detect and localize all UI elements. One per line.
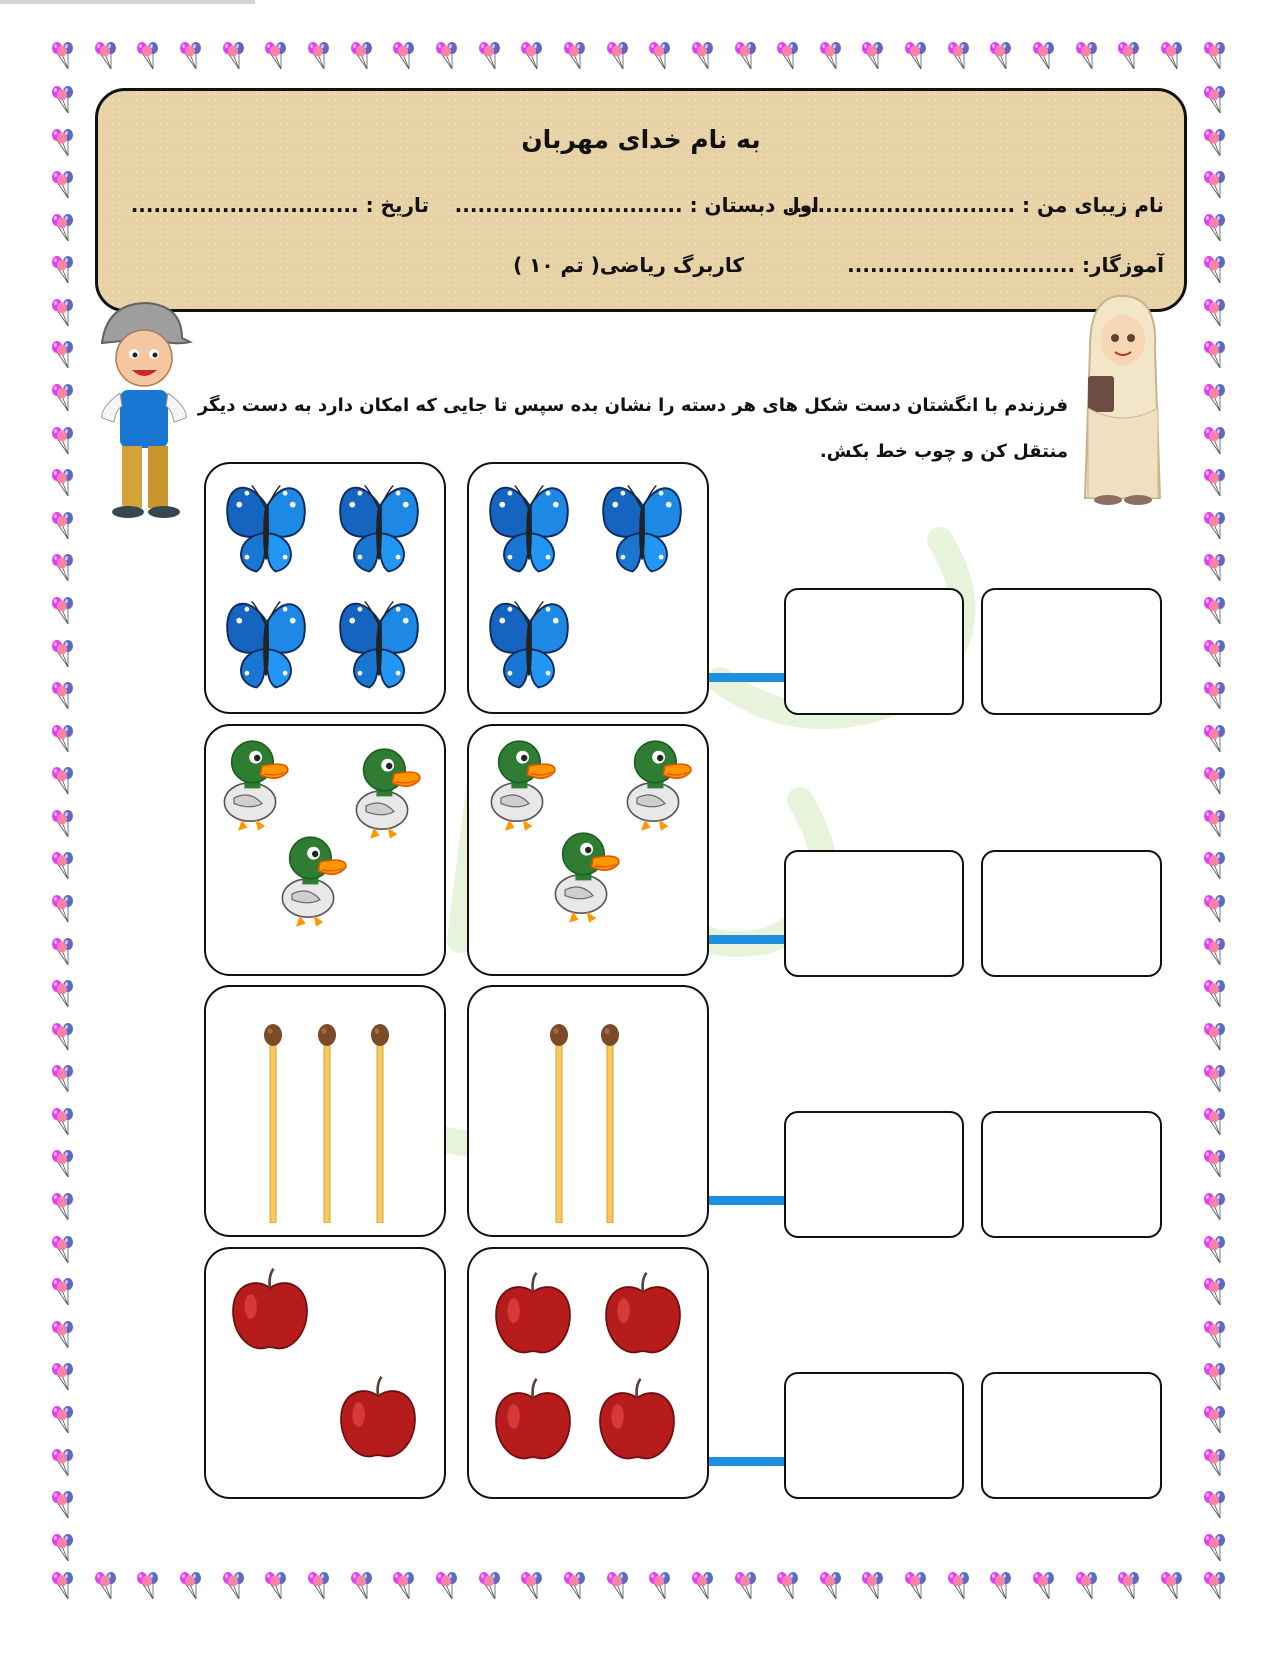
answer-box-row-4-a[interactable]	[784, 1372, 964, 1499]
answer-box-row-2-a[interactable]	[784, 850, 964, 977]
balloon-icon	[133, 1570, 163, 1600]
balloon-icon	[1200, 297, 1230, 327]
balloon-icon	[1200, 680, 1230, 710]
balloon-icon	[475, 40, 505, 70]
balloon-icon	[48, 978, 78, 1008]
balloon-icon	[688, 1570, 718, 1600]
answer-box-row-3-b[interactable]	[981, 1111, 1162, 1238]
apple-icon	[593, 1377, 681, 1465]
balloon-icon	[219, 1570, 249, 1600]
balloon-icon	[603, 40, 633, 70]
balloon-icon	[560, 40, 590, 70]
balloon-icon	[1200, 425, 1230, 455]
balloon-icon	[48, 254, 78, 284]
butterfly-icon	[331, 592, 427, 697]
balloon-icon	[560, 1570, 590, 1600]
connector-line	[709, 935, 796, 944]
row-3-right-card	[467, 985, 709, 1237]
matchstick-icon	[263, 1023, 283, 1223]
balloon-icon	[1029, 40, 1059, 70]
butterfly-icon	[594, 476, 690, 581]
balloon-icon	[1200, 510, 1230, 540]
balloon-icon	[645, 40, 675, 70]
balloon-icon	[1200, 467, 1230, 497]
balloon-icon	[1200, 978, 1230, 1008]
balloon-icon	[304, 40, 334, 70]
answer-box-row-2-b[interactable]	[981, 850, 1162, 977]
balloon-icon	[91, 40, 121, 70]
balloon-icon	[1157, 1570, 1187, 1600]
balloon-icon	[48, 1148, 78, 1178]
answer-box-row-3-a[interactable]	[784, 1111, 964, 1238]
balloon-icon	[219, 40, 249, 70]
name-field-label: نام زیبای من : ..............................	[787, 193, 1164, 217]
border-right	[1200, 84, 1230, 1562]
apple-icon	[599, 1271, 687, 1359]
balloon-icon	[48, 1021, 78, 1051]
balloon-icon	[1200, 1489, 1230, 1519]
row-1-right-card	[467, 462, 709, 714]
balloon-icon	[1200, 84, 1230, 114]
balloon-icon	[48, 595, 78, 625]
balloon-icon	[432, 40, 462, 70]
instruction-text: فرزندم با انگشتان دست شکل های هر دسته را نشان بده سپس تا جایی که امکان دارد به دست دیگر منتقل کن و چوب خط بکش.	[197, 395, 1068, 462]
balloon-icon	[517, 1570, 547, 1600]
balloon-icon	[48, 1276, 78, 1306]
balloon-icon	[901, 40, 931, 70]
balloon-icon	[48, 638, 78, 668]
balloon-icon	[1200, 1404, 1230, 1434]
balloon-icon	[48, 40, 78, 70]
row-2-left-card	[204, 724, 446, 976]
matchstick-icon	[549, 1023, 569, 1223]
balloon-icon	[48, 936, 78, 966]
balloon-icon	[475, 1570, 505, 1600]
balloon-icon	[986, 40, 1016, 70]
balloon-icon	[133, 40, 163, 70]
balloon-icon	[48, 1361, 78, 1391]
apple-icon	[334, 1375, 422, 1463]
balloon-icon	[858, 40, 888, 70]
apple-icon	[489, 1271, 577, 1359]
balloon-icon	[48, 1319, 78, 1349]
balloon-icon	[1200, 1447, 1230, 1477]
apple-icon	[489, 1377, 577, 1465]
connector-line	[709, 673, 791, 682]
balloon-icon	[48, 1570, 78, 1600]
row-2-right-card	[467, 724, 709, 976]
duck-icon	[617, 730, 697, 834]
balloon-icon	[48, 850, 78, 880]
balloon-icon	[176, 1570, 206, 1600]
balloon-icon	[1200, 1234, 1230, 1264]
balloon-icon	[48, 1191, 78, 1221]
balloon-icon	[1200, 254, 1230, 284]
balloon-icon	[1200, 1191, 1230, 1221]
balloon-icon	[48, 808, 78, 838]
balloon-icon	[1114, 40, 1144, 70]
grade-field-label: اول دبستان : ..............................	[454, 193, 819, 217]
girl-icon	[1070, 288, 1170, 506]
answer-box-row-1-b[interactable]	[981, 588, 1162, 715]
balloon-icon	[48, 893, 78, 923]
worksheet-header	[95, 88, 1187, 312]
balloon-icon	[1200, 1319, 1230, 1349]
duck-icon	[346, 738, 426, 842]
balloon-icon	[1200, 1063, 1230, 1093]
balloon-icon	[1072, 1570, 1102, 1600]
balloon-icon	[48, 212, 78, 242]
balloon-icon	[48, 1404, 78, 1434]
balloon-icon	[1200, 1532, 1230, 1562]
duck-icon	[481, 730, 561, 834]
balloon-icon	[858, 1570, 888, 1600]
duck-icon	[545, 822, 625, 926]
balloon-icon	[261, 40, 291, 70]
balloon-icon	[176, 40, 206, 70]
balloon-icon	[1200, 339, 1230, 369]
butterfly-icon	[481, 476, 577, 581]
butterfly-icon	[218, 592, 314, 697]
butterfly-icon	[481, 592, 577, 697]
balloon-icon	[304, 1570, 334, 1600]
balloon-icon	[48, 127, 78, 157]
balloon-icon	[816, 40, 846, 70]
duck-icon	[272, 826, 352, 930]
butterfly-icon	[218, 476, 314, 581]
balloon-icon	[48, 1063, 78, 1093]
balloon-icon	[1200, 765, 1230, 795]
balloon-icon	[389, 1570, 419, 1600]
matchstick-icon	[370, 1023, 390, 1223]
balloon-icon	[731, 40, 761, 70]
boy-icon	[92, 298, 197, 523]
row-1-left-card	[204, 462, 446, 714]
balloon-icon	[1200, 40, 1230, 70]
balloon-icon	[389, 40, 419, 70]
border-bottom	[48, 1570, 1230, 1600]
balloon-icon	[48, 1489, 78, 1519]
row-4-left-card	[204, 1247, 446, 1499]
balloon-icon	[1200, 1570, 1230, 1600]
balloon-icon	[816, 1570, 846, 1600]
balloon-icon	[48, 723, 78, 753]
matchstick-icon	[317, 1023, 337, 1223]
connector-line	[709, 1196, 796, 1205]
border-top	[48, 40, 1230, 70]
balloon-icon	[1200, 1276, 1230, 1306]
balloon-icon	[1114, 1570, 1144, 1600]
balloon-icon	[1200, 212, 1230, 242]
balloon-icon	[1200, 595, 1230, 625]
worksheet-title: کاربرگ ریاضی( تم ۱۰ )	[513, 253, 744, 277]
balloon-icon	[1200, 1021, 1230, 1051]
balloon-icon	[1200, 552, 1230, 582]
balloon-icon	[1200, 850, 1230, 880]
balloon-icon	[48, 1447, 78, 1477]
balloon-icon	[1200, 893, 1230, 923]
matchstick-icon	[600, 1023, 620, 1223]
balloon-icon	[1157, 40, 1187, 70]
scroll-indicator	[0, 0, 255, 4]
balloon-icon	[48, 169, 78, 199]
balloon-icon	[48, 297, 78, 327]
balloon-icon	[1200, 1361, 1230, 1391]
teacher-field-label: آموزگار: ..............................	[847, 253, 1164, 277]
balloon-icon	[688, 40, 718, 70]
balloon-icon	[1200, 169, 1230, 199]
balloon-icon	[1200, 638, 1230, 668]
balloon-icon	[48, 510, 78, 540]
balloon-icon	[1200, 127, 1230, 157]
balloon-icon	[261, 1570, 291, 1600]
date-field-label: تاریخ : ..............................	[130, 193, 429, 217]
balloon-icon	[773, 1570, 803, 1600]
duck-icon	[214, 730, 294, 834]
balloon-icon	[48, 84, 78, 114]
balloon-icon	[901, 1570, 931, 1600]
butterfly-icon	[331, 476, 427, 581]
balloon-icon	[48, 339, 78, 369]
answer-box-row-4-b[interactable]	[981, 1372, 1162, 1499]
answer-box-row-1-a[interactable]	[784, 588, 964, 715]
balloon-icon	[773, 40, 803, 70]
balloon-icon	[48, 680, 78, 710]
balloon-icon	[48, 1532, 78, 1562]
balloon-icon	[517, 40, 547, 70]
balloon-icon	[1200, 382, 1230, 412]
balloon-icon	[1200, 1148, 1230, 1178]
balloon-icon	[48, 1106, 78, 1136]
balloon-icon	[986, 1570, 1016, 1600]
balloon-icon	[48, 1234, 78, 1264]
balloon-icon	[731, 1570, 761, 1600]
balloon-icon	[347, 1570, 377, 1600]
row-3-left-card	[204, 985, 446, 1237]
balloon-icon	[48, 552, 78, 582]
balloon-icon	[1029, 1570, 1059, 1600]
balloon-icon	[645, 1570, 675, 1600]
balloon-icon	[1200, 1106, 1230, 1136]
balloon-icon	[944, 1570, 974, 1600]
balloon-icon	[48, 425, 78, 455]
balloon-icon	[48, 765, 78, 795]
balloon-icon	[1200, 808, 1230, 838]
page-title: به نام خدای مهربان	[521, 125, 761, 154]
balloon-icon	[1200, 723, 1230, 753]
balloon-icon	[48, 467, 78, 497]
balloon-icon	[1072, 40, 1102, 70]
balloon-icon	[944, 40, 974, 70]
connector-line	[709, 1457, 791, 1466]
balloon-icon	[347, 40, 377, 70]
apple-icon	[226, 1267, 314, 1355]
row-4-right-card	[467, 1247, 709, 1499]
balloon-icon	[603, 1570, 633, 1600]
balloon-icon	[432, 1570, 462, 1600]
balloon-icon	[48, 382, 78, 412]
border-left	[48, 84, 78, 1562]
balloon-icon	[91, 1570, 121, 1600]
balloon-icon	[1200, 936, 1230, 966]
